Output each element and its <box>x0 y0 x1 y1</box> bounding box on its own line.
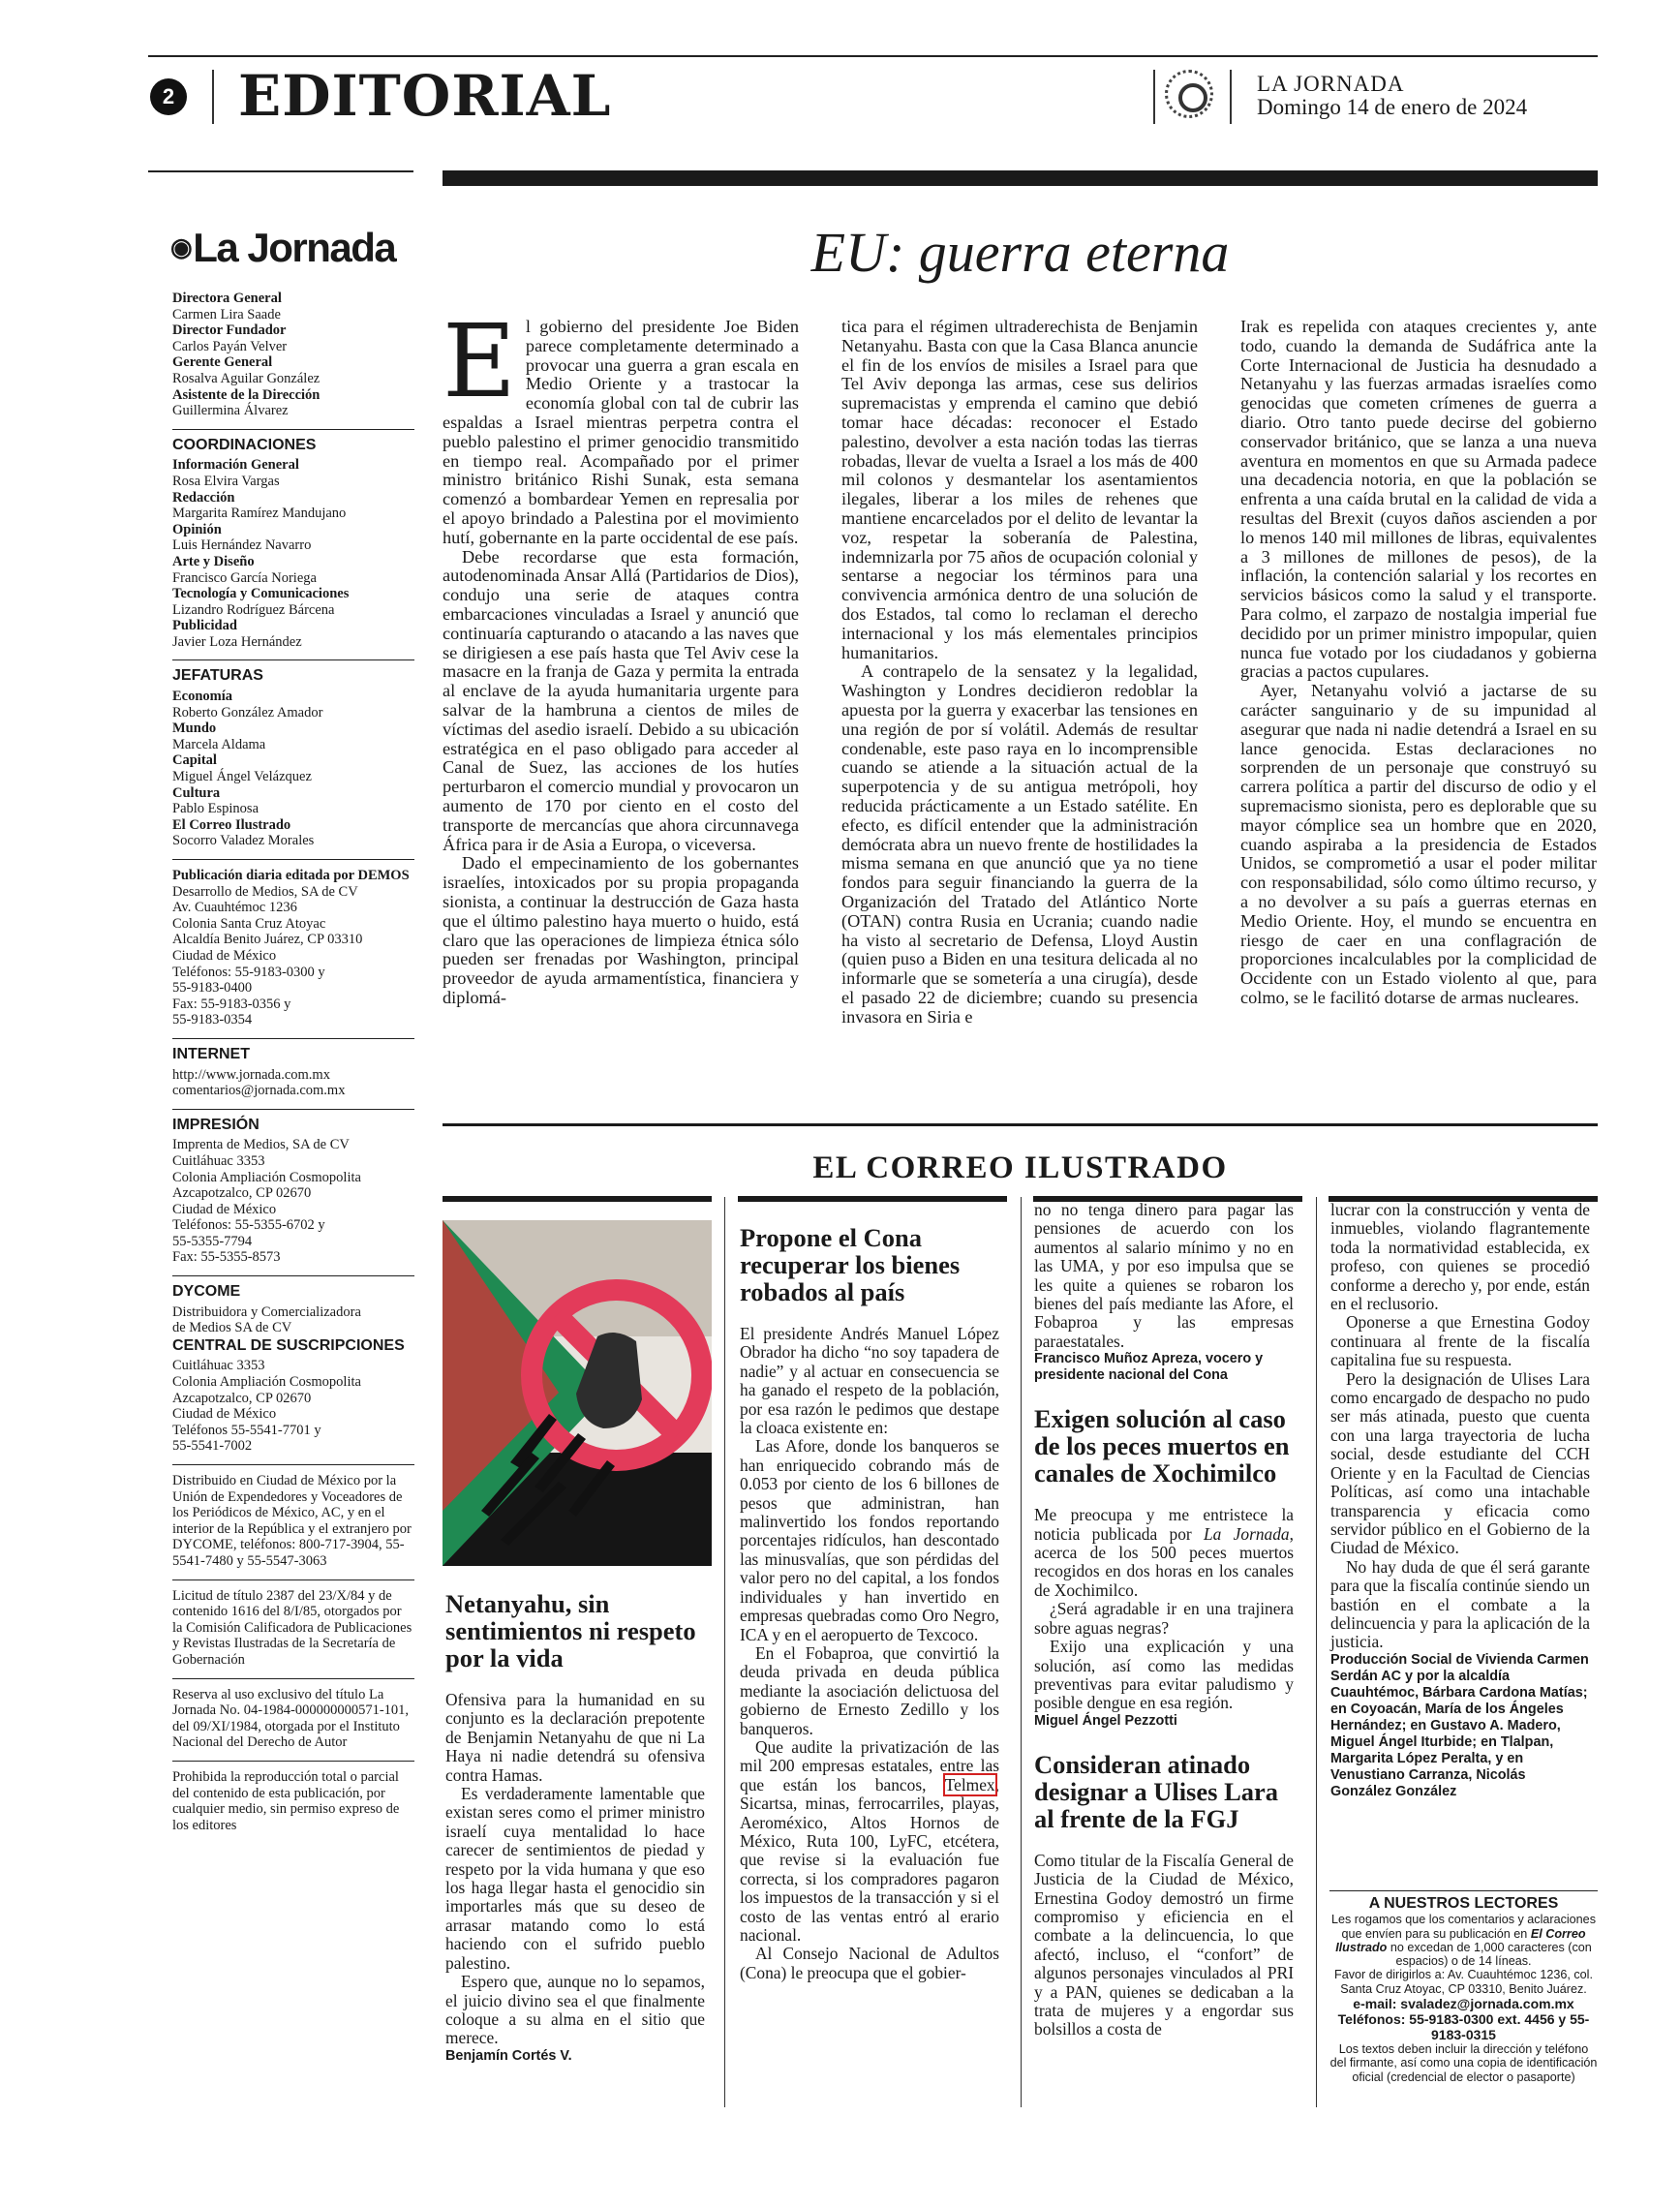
letter-paragraph: Espero que, aunque no lo sepamos, el juicio divino sea el que finalmente coloque a su alma en el sitio que merece. <box>445 1972 705 2048</box>
correo-rule <box>738 1196 1007 1202</box>
column-rule <box>724 1197 725 2107</box>
masthead-top-rule <box>148 170 413 172</box>
letter-text: Que audite la privatización de las mil 200 empresas estatales, entre las que están los bancos, <box>740 1736 999 1794</box>
letter-paragraph: Como titular de la Fiscalía General de Justicia de la Ciudad de México, Ernestina Godoy demostró un firme compromiso y eficiencia en el combate a la delincuencia, lo que afectó, incluso, el “confort” de algunos personajes vinculados al PRI y a PAN, quienes se dedicaban a la trata de mujeres y a engordar sus bolsillos a costa de <box>1034 1850 1294 2039</box>
dycome-text: Distribuidora y Comercializadora de Medios SA de CV <box>172 1303 361 1336</box>
staff-name: Socorro Valadez Morales <box>172 833 315 849</box>
header-separator <box>1153 70 1155 124</box>
sun-logo-icon <box>1165 70 1213 118</box>
editorial-paragraph: tica para el régimen ultraderechista de Benjamin Netanyahu. Basta con que la Casa Blanca anuncie el fin de los envíos de misiles a Israel para que Tel Aviv deponga las armas, cese sus delirios supremacistas y emprenda el camino que debió tomar hace décadas: reconocer el Estado palestino, devolver a esta nación todas las tierras robadas, llevar de vuelta a Israel a los más de 400 mil colonos y desmantelar los asentamientos ilegales, liberar a los miles de rehenes que mantiene encarcelados por el delito de levantar la voz, respetar la soberanía de Palestina, indemnizarla por 75 años de ocupación colonial y sentarse a negociar los términos para una convivencia armónica dentro de una solución de dos Estados, tal como lo reclaman el derecho internacional y los más elementales principios humanitarios. <box>841 317 1198 662</box>
letter-paragraph: El presidente Andrés Manuel López Obrador ha dicho “no soy tapadera de nadie” y al actuar en consecuencia se ha ganado el respeto de la población, por esa razón le pedimos que destape la cloaca existente en: <box>740 1324 999 1438</box>
paper-date: Domingo 14 de enero de 2024 <box>1257 95 1528 119</box>
letter-text: Me preocupa y me entristece la noticia publicada por <box>1034 1505 1294 1544</box>
editorial-bar <box>443 170 1598 186</box>
letter-paragraph: Pero la designación de Ulises Lara como encargado de despacho no pudo ser más atinada, puesto que cuenta con una larga trayectoria de lucha social, desde estudiante del CCH Oriente y en la Facultad de Ciencias Políticas, así como una intachable transparencia y eficacia como servidor público en el Gobierno de la Ciudad de México. <box>1330 1368 1590 1558</box>
staff-name: Miguel Ángel Velázquez <box>172 769 312 785</box>
staff-name: Carmen Lira Saade <box>172 306 281 322</box>
editorial-paragraph: Dado el empecinamiento de los gobernantes israelíes, intoxicados por su propia propaganda sionista, a continuar la destrucción de Gaza hasta que el último palestino haya muerto o huido, está claro que las operaciones de limpieza étnica sólo pueden ser frenadas por Washington, principal proveedor de ayuda armamentística, financiera y diplomá- <box>443 853 799 1007</box>
lectores-text <box>1329 1913 1598 1968</box>
staff-role: Redacción <box>172 489 235 506</box>
letter-paragraph <box>1034 1506 1294 1600</box>
staff-role: Publicidad <box>172 618 237 634</box>
staff-name: Roberto González Amador <box>172 704 323 721</box>
staff-block <box>172 291 414 419</box>
coordinaciones-title: COORDINACIONES <box>172 429 414 454</box>
staff-role: Arte y Diseño <box>172 553 255 569</box>
lectores-email: e-mail: svaladez@jornada.com.mx <box>1353 1996 1574 2012</box>
staff-role: Capital <box>172 752 217 769</box>
staff-name: Marcela Aldama <box>172 736 266 752</box>
internet-text: http://www.jornada.com.mx comentarios@jornada.com.mx <box>172 1066 346 1099</box>
flag-illustration <box>443 1220 712 1566</box>
editorial-text: l gobierno del presidente Joe Biden parece completamente determinado a provocar una guerra a gran escala en Medio Oriente y a trastocar la economía global con tal de cubrir las espaldas a Israel mientras perpetra contra el pueblo palestino el primer genocidio transmitido en tiempo real. Acompañado por el primer ministro británico Rishi Sunak, esta semana comenzó a bombardear Yemen en represalia por el apoyo brindado a Palestina por el movimiento hutí, gobernante en la parte occidental de ese país. <box>443 317 799 547</box>
editorial-column-1 <box>443 302 799 1008</box>
column-rule <box>1021 1197 1022 2107</box>
top-rule <box>148 55 1598 57</box>
editorial-paragraph <box>443 302 799 548</box>
staff-name: Rosa Elvira Vargas <box>172 473 280 489</box>
licitud-block <box>172 1579 414 1669</box>
letter-paragraph: Exijo una explicación y una solución, así como las medidas preventivas para evitar paludismo y posible dengue en esa región. <box>1034 1637 1294 1713</box>
staff-role: Mundo <box>172 721 217 737</box>
letter-signature: Producción Social de Vivienda Carmen Serdán AC y por la alcaldía Cuauhtémoc, Bárbara Cardona Matías; en Coyoacán, María de los Ángeles Hernández; en Gustavo A. Madero, Miguel Ángel Iturbide; en Tlalpan, Margarita López Peralta, y en Venustiano Carranza, Nicolás González González <box>1330 1651 1589 1799</box>
staff-name: Lizandro Rodríguez Bárcena <box>172 601 335 618</box>
lectores-text-part: Les rogamos que los comentarios y aclaraciones que envíen para su publicación en <box>1330 1913 1596 1941</box>
staff-role: Cultura <box>172 784 221 801</box>
editorial-paragraph: Irak es repelida con ataques crecientes y, ante todo, cuando la demanda de Sudáfrica ante la Corte Internacional de Justicia ha desnudado a Netanyahu y las fuerzas armadas israelíes como genocidas que cometen crímenes de guerra a diario. Otro tanto puede decirse del gobierno conservador británico, que se lanza a una nueva aventura en momentos en que su Armada padece una decadencia notoria, en que la población se enfrenta a una caída brutal en la calidad de vida a resultas del Brexit (cuyos daños ascienden a por lo menos 140 mil millones de libras, equivalentes a 3 millones de millones de pesos), de la inflación, la contención salarial y los recortes en servicios básicos como la salud y el transporte. Para colmo, el zarpazo de nostalgia imperial fue decidido por un primer ministro impopular, quien nunca fue votado por los ciudadanos y gobierna gracias a pactos cupulares. <box>1240 317 1597 682</box>
letter-text: , acerca de los 500 peces muertos recogidos en dos horas en los canales de Xochimilco. <box>1034 1523 1294 1600</box>
staff-role: Economía <box>172 689 233 705</box>
palestine-flag-photo <box>443 1220 712 1566</box>
column-rule <box>1316 1197 1317 2107</box>
staff-name: Guillermina Álvarez <box>172 403 289 419</box>
staff-name: Francisco García Noriega <box>172 569 317 586</box>
editorial-paragraph: Ayer, Netanyahu volvió a jactarse de su carácter sanguinario y de su impunidad al asegurar que nada ni nadie detendrá a Israel en su lance genocida. Estas declaraciones no sorprenden de un personaje que construyó su carrera política a partir del discurso de odio y el supremacismo sionista, pero es deplorable que su mayor cómplice sea un hombre que en 2020, cuando aspiraba a la presidencia de Estados Unidos, se comprometió a usar el poder militar con responsabilidad, sólo como último recurso, y a no devolver a su país a guerras eternas en Medio Oriente. Hoy, el mundo se encuentra en riesgo de caer en una conflagración de proporciones incalculables por la complicidad de Occidente con un Estado violento al que, para colmo, se le facilitó dotarse de armas nucleares. <box>1240 681 1597 1007</box>
staff-role: Gerente General <box>172 354 273 371</box>
lectores-note: Los textos deben incluir la dirección y teléfono del firmante, así como una copia de identificación oficial (credencial de elector o pasaporte) <box>1329 2042 1598 2084</box>
staff-role: Asistente de la Dirección <box>172 386 321 403</box>
letter-paragraph: Las Afore, donde los banqueros se han enriquecido cobrando más de 0.053 por ciento de los 6 billones de pesos que administran, han malinvertido los fondos reportando porcentajes ridículos, han descontado las minusvalías, que son pérdidas del valor pero no del capital, a los fondos individuales y han invertido en empresas quebradas como Oro Negro, ICA y en el aeropuerto de Texcoco. <box>740 1436 999 1644</box>
staff-name: Carlos Payán Velver <box>172 338 288 354</box>
page-number: 2 <box>150 78 187 115</box>
letter-paragraph: Es verdaderamente lamentable que existan seres como el primer ministro israelí cuya mentalidad lo hace carecer de sentimientos de piedad y respeto por la vida humana y que eso los haga llegar hasta el genocidio sin importarles más que su deseo de arrasar matando como lo está haciendo con el sufrido pueblo palestino. <box>445 1784 705 1973</box>
letter-headline: Netanyahu, sin sentimientos ni respeto por la vida <box>445 1589 696 1672</box>
reserva-block <box>172 1678 414 1751</box>
editorial-column-2 <box>841 318 1198 1027</box>
impresion-title: IMPRESIÓN <box>172 1109 414 1134</box>
correo-title: EL CORREO ILUSTRADO <box>812 1150 1228 1185</box>
section-divider <box>443 1123 1598 1126</box>
distribucion-text: Distribuido en Ciudad de México por la Unión de Expendedores y Voceadores de los Periódicos de México, AC, y en el interior de la República y el extranjero por DYCOME, teléfonos: 800-717-3904, 55-5541-7480 y 55-5547-3063 <box>172 1473 412 1569</box>
editorial-column-3 <box>1240 318 1597 1008</box>
staff-name: Luis Hernández Navarro <box>172 537 312 554</box>
letter-paragraph: En el Fobaproa, que convirtió la deuda privada en deuda pública mediante la asociación delictuosa del gobierno de Ernesto Zedillo y los banqueros. <box>740 1642 999 1738</box>
letter-paragraph: lucrar con la construcción y venta de inmuebles, violando flagrantemente toda la normatividad establecida, ex profeso, con quienes se procedió conforme a derecho y, por ende, están en el reclusorio. <box>1330 1200 1590 1314</box>
suscripciones-text: Cuitláhuac 3353 Colonia Ampliación Cosmopolita Azcapotzalco, CP 02670 Ciudad de México Teléfonos 55-5541-7701 y 55-5541-7002 <box>172 1358 361 1455</box>
correo-column-3 <box>1034 1201 1294 2039</box>
staff-role: Información General <box>172 457 299 474</box>
staff-name: Margarita Ramírez Mandujano <box>172 506 347 522</box>
letter-paragraph: ¿Será agradable ir en una trajinera sobre aguas negras? <box>1034 1599 1294 1638</box>
licitud-text: Licitud de título 2387 del 23/X/84 y de contenido 1616 del 8/I/85, otorgados por la Comisión Calificadora de Publicaciones y Revistas Ilustradas de la Secretaría de Gobernación <box>172 1587 412 1668</box>
editorial-paragraph: Debe recordarse que esta formación, autodenominada Ansar Allá (Partidarios de Dios), condujo una serie de ataques contra embarcaciones vinculadas a Israel y anunció que continuaría capturando o atacando a las naves que se dirigiesen a ese país hasta que Tel Aviv cese la masacre en la franja de Gaza y permita la entrada al enclave de la ayuda humanitaria urgente para salvar de la hambruna a cientos de miles de víctimas del asedio israelí. Debido a su ubicación estratégica en el paso obligado para acceder al Canal de Suez, las acciones de los hutíes perturbaron el comercio mundial y provocaron un aumento de 170 por ciento en el costo del transporte de mercancías que ahora circunnavega África para ir de Asia a Europa, o viceversa. <box>443 546 799 854</box>
jefaturas-title: JEFATURAS <box>172 659 414 685</box>
letter-signature: Benjamín Cortés V. <box>445 2047 572 2064</box>
masthead-logo <box>170 225 396 270</box>
internet-title: INTERNET <box>172 1038 414 1063</box>
letter-cona <box>740 1224 999 1982</box>
letter-paragraph: Ofensiva para la humanidad en su conjunto es la declaración prepotente de Benjamin Netanyahu de que ni La Haya ni nadie detendrá su ofensiva contra Hamas. <box>445 1690 705 1785</box>
lectores-text-part: no excedan de 1,000 caracteres (con espacios) o de 14 líneas. <box>1387 1940 1592 1969</box>
letter-paragraph: no no tenga dinero para pagar las pensiones de acuerdo con los aumentos al salario mínimo y no en las UMA, y por eso impulsa que se les quite a quienes se robaron los bienes del país mediante las Afore, el Fobaproa y las empresas paraestatales. <box>1034 1200 1294 1351</box>
impresion-text: Imprenta de Medios, SA de CV Cuitláhuac 3353 Colonia Ampliación Cosmopolita Azcapotzalco, CP 02670 Ciudad de México Teléfonos: 55-5355-6702 y 55-5355-7794 Fax: 55-5355-8573 <box>172 1137 361 1266</box>
letter-text: , Sicartsa, minas, ferrocarriles, playas, Aeroméxico, Altos Hornos de México, Ruta 100, LyFC, etcétera, que revise si la evaluación fue correcta, si los compradores pagaron los impuestos de la transacción y si el costo de las ventas entró al erario nacional. <box>740 1774 999 1945</box>
header-separator <box>1230 70 1232 124</box>
correo-column-4 <box>1330 1201 1590 1800</box>
logo-mark-icon: ◉ <box>170 232 192 261</box>
dycome-title: DYCOME <box>172 1275 414 1301</box>
lectores-box <box>1329 1890 1598 2084</box>
staff-role: Director Fundador <box>172 322 287 339</box>
masthead <box>172 291 414 1833</box>
letter-headline: Exigen solución al caso de los peces muertos en canales de Xochimilco <box>1034 1404 1290 1488</box>
letter-signature: Miguel Ángel Pezzotti <box>1034 1712 1177 1729</box>
letter-signature: Francisco Muñoz Apreza, vocero y presidente nacional del Cona <box>1034 1351 1264 1384</box>
editorial-title: EU: guerra eterna <box>810 221 1230 284</box>
prohibida-text: Prohibida la reproducción total o parcial del contenido de esta publicación, por cualquier medio, sin permiso expreso de los editores <box>172 1768 400 1833</box>
letter-text-italic: La Jornada <box>1204 1523 1290 1544</box>
logo-text: La Jornada <box>193 225 396 270</box>
staff-name: Javier Loza Hernández <box>172 633 302 650</box>
letter-headline: Propone el Cona recuperar los bienes robados al país <box>740 1223 961 1306</box>
letter-paragraph: No hay duda de que él será garante para que la fiscalía continúe siendo un bastión en el combate a la delincuencia y para la aplicación de la justicia. <box>1330 1556 1590 1652</box>
staff-role: Opinión <box>172 521 222 537</box>
letter-netanyahu <box>445 1590 705 2065</box>
correo-rule <box>443 1196 712 1202</box>
staff-role: Tecnología y Comunicaciones <box>172 586 350 602</box>
suscripciones-title: CENTRAL DE SUSCRIPCIONES <box>172 1336 405 1354</box>
staff-role: Directora General <box>172 291 282 306</box>
lectores-text-italic: El Correo Ilustrado <box>1335 1926 1586 1954</box>
publicacion-text: Desarrollo de Medios, SA de CV Av. Cuauhtémoc 1236 Colonia Santa Cruz Atoyac Alcaldía Benito Juárez, CP 03310 Ciudad de México Teléfonos: 55-9183-0300 y 55-9183-0400 Fax: 55-9183-0356 y 55-9183-0354 <box>172 883 363 1028</box>
drop-cap: E <box>443 302 516 420</box>
distribucion-block <box>172 1464 414 1570</box>
editorial-paragraph: A contrapelo de la sensatez y la legalidad, Washington y Londres decidieron redoblar la apuesta por la guerra y exacerbar las tensiones en una región de por sí volátil. Además de resultar condenable, este paso raya en lo incomprensible cuando se atiende a la situación actual de la superpotencia y de su antigua metrópoli, hoy reducida prácticamente a un Estado satélite. En efecto, es difícil entender que la administración demócrata abra un nuevo frente de hostilidades la misma semana en que anunció que ya no tiene fondos para seguir financiando la guerra de la Organización del Tratado del Atlántico Norte (OTAN) contra Rusia en Ucrania; cuando nadie ha visto al secretario de Defensa, Lloyd Austin (quien puso a Biden en una tesitura delicada al no informarle que se sometería a una cirugía), desde el pasado 22 de diciembre; cuando su presencia invasora en Siria e <box>841 661 1198 1027</box>
section-title: EDITORIAL <box>238 63 612 129</box>
lectores-title: A NUESTROS LECTORES <box>1368 1895 1559 1912</box>
header-separator <box>212 70 214 124</box>
paper-name: LA JORNADA <box>1257 72 1405 96</box>
lectores-address: Favor de dirigirlos a: Av. Cuauhtémoc 1236, col. Santa Cruz Atoyac, CP 03310, Benito Juárez. <box>1334 1968 1593 1996</box>
highlighted-word: Telmex <box>944 1774 995 1794</box>
letter-paragraph <box>740 1738 999 1945</box>
staff-name: Rosalva Aguilar González <box>172 370 321 386</box>
letter-paragraph: Al Consejo Nacional de Adultos (Cona) le preocupa que el gobier- <box>740 1944 999 1982</box>
publicacion-title: Publicación diaria editada por DEMOS <box>172 868 410 883</box>
staff-role: El Correo Ilustrado <box>172 816 291 833</box>
lectores-phones: Teléfonos: 55-9183-0300 ext. 4456 y 55-9183-0315 <box>1337 2011 1590 2043</box>
publicacion-block <box>172 859 414 1028</box>
staff-name: Pablo Espinosa <box>172 801 260 817</box>
letter-paragraph: Oponerse a que Ernestina Godoy continuara al frente de la fiscalía capitalina fue su respuesta. <box>1330 1312 1590 1370</box>
letter-headline: Consideran atinado designar a Ulises Lara al frente de la FGJ <box>1034 1749 1279 1833</box>
reserva-text: Reserva al uso exclusivo del título La Jornada No. 04-1984-000000000571-101, del 09/XI/1984, otorgada por el Instituto Nacional del Derecho de Autor <box>172 1686 410 1751</box>
prohibida-block <box>172 1761 414 1833</box>
